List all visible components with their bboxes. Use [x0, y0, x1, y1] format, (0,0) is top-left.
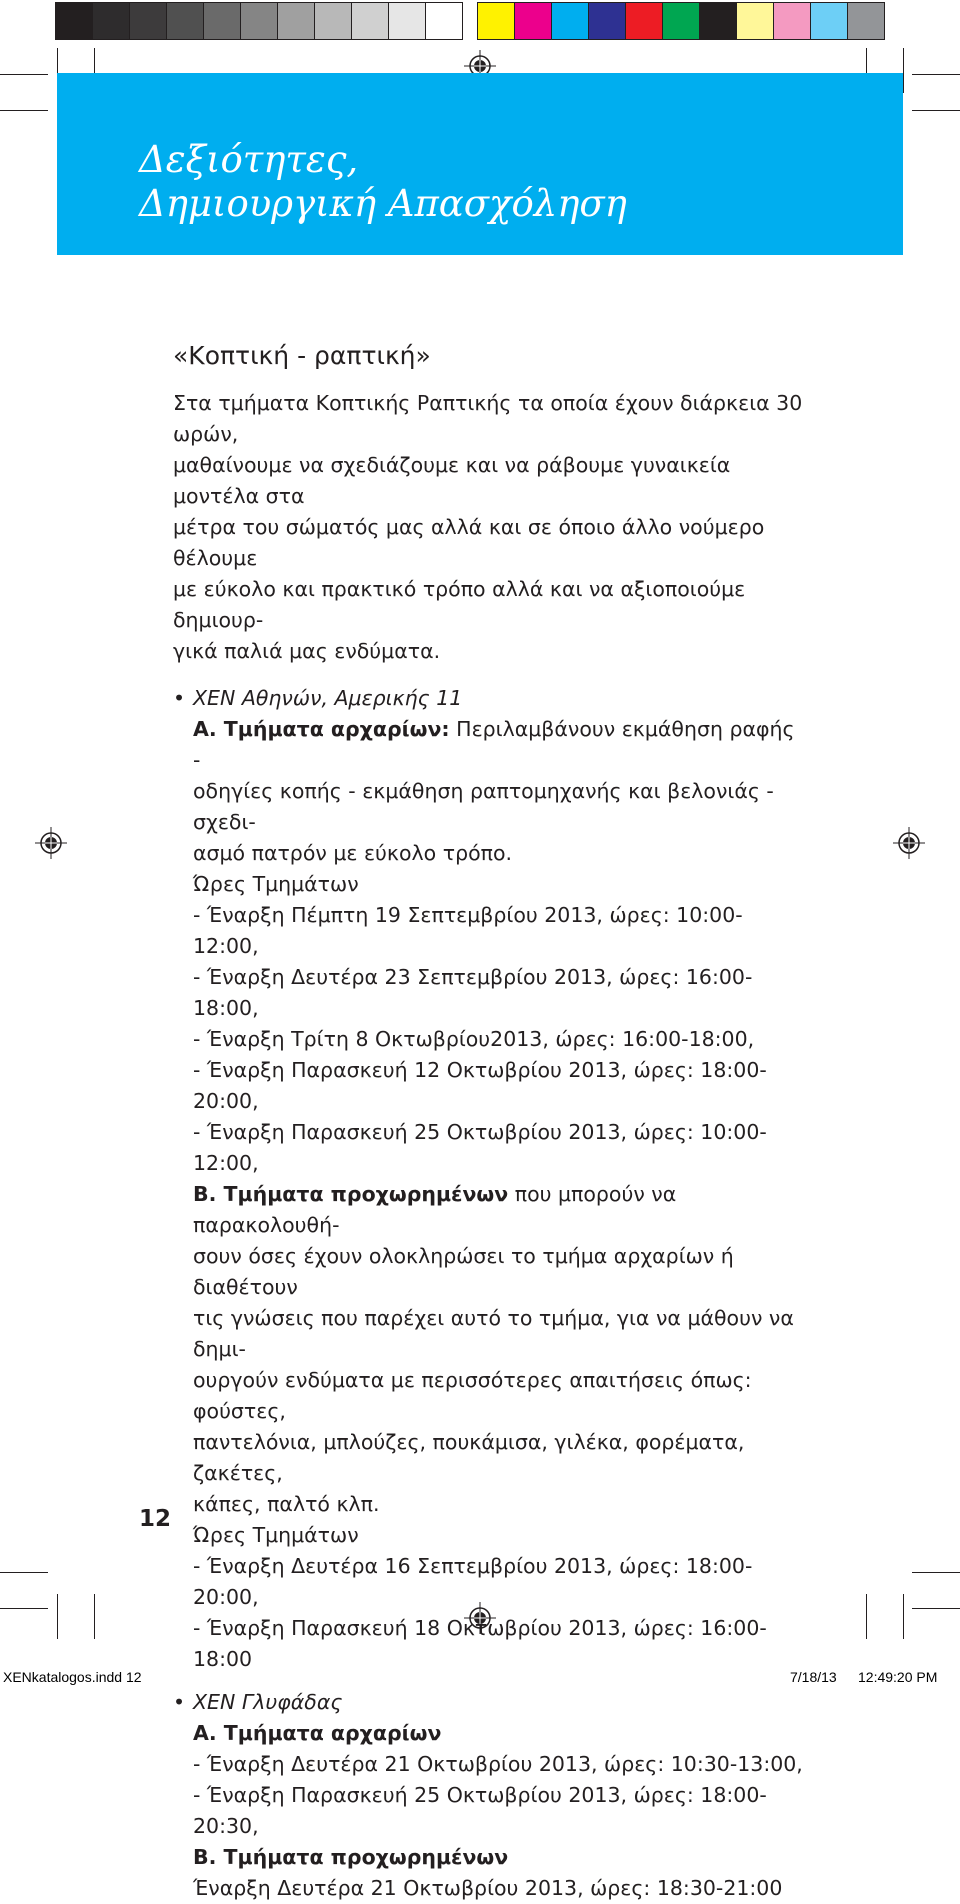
branch-heading — [173, 1687, 803, 1718]
bullet-icon: • — [173, 686, 186, 710]
beginners-label-text: Α. Τμήματα αρχαρίων — [193, 1721, 442, 1745]
intro-line: Στα τμήματα Κοπτικής Ραπτικής τα οποία έχουν διάρκεια 30 ωρών, — [173, 391, 803, 446]
color-swatch — [130, 2, 167, 40]
color-bar-gap — [463, 2, 477, 40]
advanced-intro — [193, 1179, 803, 1241]
hours-label: Ώρες Τμημάτων — [193, 872, 359, 896]
beginners-label — [193, 1718, 803, 1749]
color-swatch — [515, 2, 552, 40]
color-swatch — [315, 2, 352, 40]
crop-mark — [0, 74, 48, 75]
session-line: Έναρξη Δευτέρα 21 Οκτωβρίου 2013, ώρες: 18:30-21:00 — [193, 1876, 783, 1900]
beginners-text-line: ασμό πατρόν με εύκολο τρόπο. — [193, 841, 513, 865]
session-line: - Έναρξη Τρίτη 8 Οκτωβρίου2013, ώρες: 16:00-18:00, — [193, 1027, 755, 1051]
page-number: 12 — [139, 1506, 172, 1532]
color-swatch — [663, 2, 700, 40]
crop-mark — [912, 1572, 960, 1573]
crop-mark — [0, 110, 48, 111]
banner-title — [139, 138, 627, 226]
banner-title-line1: Δεξιότητες, — [139, 138, 359, 181]
branch-body — [173, 1718, 803, 1904]
intro-paragraph — [173, 388, 803, 667]
slug-time: 12:49:20 PM — [858, 1669, 938, 1685]
advanced-label — [193, 1842, 803, 1873]
intro-line: μαθαίνουμε να σχεδιάζουμε και να ράβουμε γυναικεία μοντέλα στα — [173, 453, 731, 508]
hours-label: Ώρες Τμημάτων — [193, 1523, 359, 1547]
color-swatch — [737, 2, 774, 40]
crop-mark — [912, 110, 960, 111]
session-line: - Έναρξη Δευτέρα 21 Οκτωβρίου 2013, ώρες: 10:30-13:00, — [193, 1752, 803, 1776]
branch-name: ΧΕΝ Αθηνών, Αμερικής 11 — [193, 686, 463, 710]
color-swatch — [700, 2, 737, 40]
advanced-text-line: σουν όσες έχουν ολοκληρώσει το τμήμα αρχαρίων ή διαθέτουν — [193, 1244, 734, 1299]
intro-line: μέτρα του σώματός μας αλλά και σε όποιο άλλο νούμερο θέλουμε — [173, 515, 765, 570]
color-swatch — [389, 2, 426, 40]
intro-line: γικά παλιά μας ενδύματα. — [173, 639, 441, 663]
bullet-icon: • — [173, 1690, 186, 1714]
section-title: «Κοπτική - ραπτική» — [173, 341, 431, 370]
banner-title-line2: Δημιουργική Απασχόληση — [139, 182, 627, 225]
beginners-text-line: οδηγίες κοπής - εκμάθηση ραπτομηχανής και βελονιάς - σχεδι- — [193, 779, 774, 834]
color-swatch — [93, 2, 130, 40]
session-line: - Έναρξη Παρασκευή 25 Οκτωβρίου 2013, ώρες: 10:00-12:00, — [193, 1120, 767, 1175]
color-swatch — [167, 2, 204, 40]
crop-mark — [866, 1594, 867, 1639]
advanced-label-text: Β. Τμήματα προχωρημένων — [193, 1845, 509, 1869]
advanced-label: Β. Τμήματα προχωρημένων — [193, 1182, 509, 1206]
color-swatch — [55, 2, 93, 40]
registration-mark-icon — [893, 827, 925, 859]
session-line: - Έναρξη Πέμπτη 19 Σεπτεμβρίου 2013, ώρες: 10:00-12:00, — [193, 903, 743, 958]
beginners-label: Α. Τμήματα αρχαρίων: — [193, 717, 450, 741]
crop-mark — [94, 1594, 95, 1639]
slug-file: XENkatalogos.indd 12 — [3, 1669, 142, 1685]
branch-body — [173, 714, 803, 1675]
crop-mark — [912, 1608, 960, 1609]
advanced-text-line: παντελόνια, μπλούζες, πουκάμισα, γιλέκα, φορέματα, ζακέτες, — [193, 1430, 745, 1485]
crop-mark — [912, 74, 960, 75]
session-line: - Έναρξη Παρασκευή 18 Οκτωβρίου 2013, ώρες: 16:00-18:00 — [193, 1616, 767, 1671]
beginners-text: Περιλαμβάνουν εκμάθηση ραφής - — [193, 717, 795, 772]
advanced-text: που μπορούν να παρακολουθή- — [193, 1182, 677, 1237]
color-swatch — [848, 2, 885, 40]
color-swatch — [774, 2, 811, 40]
branch-heading — [173, 683, 803, 714]
branch-name: ΧΕΝ Γλυφάδας — [193, 1690, 343, 1714]
color-swatch — [241, 2, 278, 40]
crop-mark — [0, 1608, 48, 1609]
advanced-text-line: ουργούν ενδύματα με περισσότερες απαιτήσεις όπως: φούστες, — [193, 1368, 752, 1423]
color-swatch — [589, 2, 626, 40]
registration-mark-icon — [35, 827, 67, 859]
page-content — [173, 340, 803, 1904]
color-swatch — [552, 2, 589, 40]
session-line: - Έναρξη Δευτέρα 23 Σεπτεμβρίου 2013, ώρες: 16:00-18:00, — [193, 965, 753, 1020]
branch-glyfada — [173, 1687, 803, 1904]
color-swatch — [352, 2, 389, 40]
branch-athens — [173, 683, 803, 1675]
header-banner — [57, 73, 903, 255]
session-line: - Έναρξη Παρασκευή 25 Οκτωβρίου 2013, ώρες: 18:00-20:30, — [193, 1783, 767, 1838]
color-swatch — [811, 2, 848, 40]
color-bar — [55, 2, 885, 40]
crop-mark — [57, 1594, 58, 1639]
session-line: - Έναρξη Παρασκευή 12 Οκτωβρίου 2013, ώρες: 18:00-20:00, — [193, 1058, 767, 1113]
advanced-text-line: τις γνώσεις που παρέχει αυτό το τμήμα, για να μάθουν να δημι- — [193, 1306, 794, 1361]
crop-mark — [0, 1572, 48, 1573]
intro-line: με εύκολο και πρακτικό τρόπο αλλά και να αξιοποιούμε δημιουρ- — [173, 577, 746, 632]
color-swatch — [204, 2, 241, 40]
beginners-intro — [193, 714, 803, 776]
color-swatch — [278, 2, 315, 40]
color-swatch — [477, 2, 515, 40]
color-swatch — [626, 2, 663, 40]
slug-date: 7/18/13 — [790, 1669, 837, 1685]
session-line: - Έναρξη Δευτέρα 16 Σεπτεμβρίου 2013, ώρες: 18:00-20:00, — [193, 1554, 753, 1609]
crop-mark — [903, 48, 904, 93]
crop-mark — [903, 1594, 904, 1639]
advanced-text-line: κάπες, παλτό κλπ. — [193, 1492, 380, 1516]
color-swatch — [426, 2, 463, 40]
